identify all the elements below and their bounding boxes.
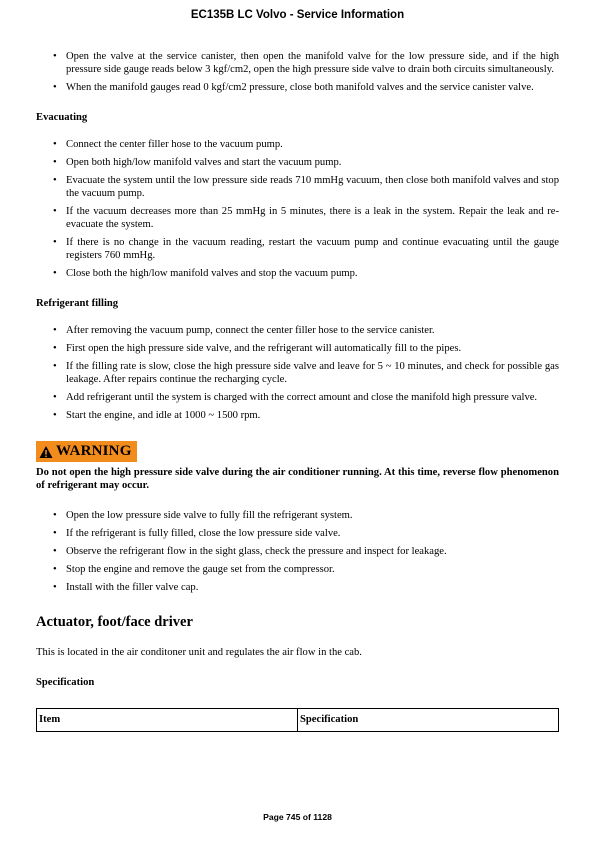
list-item: • Open the low pressure side valve to fully fill the refrigerant system. — [36, 509, 559, 522]
list-item: • If the vacuum decreases more than 25 mmHg in 5 minutes, there is a leak in the system. Repair the leak and re-evacuate the system. — [36, 205, 559, 231]
list-item: • Connect the center filler hose to the vacuum pump. — [36, 138, 559, 151]
list-item: • If the filling rate is slow, close the high pressure side valve and leave for 5 ~ 10 minutes, and check for possible gas leakage. After repairs continue the recharging cycle. — [36, 360, 559, 386]
warning-badge — [36, 441, 137, 462]
list-item: • Install with the filler valve cap. — [36, 581, 559, 594]
table-header-item: Item — [37, 708, 298, 731]
list-item: • Evacuate the system until the low pressure side reads 710 mmHg vacuum, then close both manifold valves and stop the vacuum pump. — [36, 174, 559, 200]
table-header-row — [37, 708, 559, 731]
page-footer: Page 745 of 1128 — [263, 812, 332, 822]
list-item: • Open the valve at the service canister, then open the manifold valve for the low pressure side, and if the high pressure side gauge reads below 3 kgf/cm2, open the high pressure side valve to drain both circuits simultaneously. — [36, 50, 559, 76]
actuator-description: This is located in the air conditoner unit and regulates the air flow in the cab. — [36, 646, 362, 658]
document-body — [36, 50, 559, 732]
list-item: • Open both high/low manifold valves and start the vacuum pump. — [36, 156, 559, 169]
list-item: • Close both the high/low manifold valves and stop the vacuum pump. — [36, 267, 559, 280]
evacuating-heading: Evacuating — [36, 112, 88, 123]
specification-table — [36, 708, 559, 732]
after-warning-bullet-list — [36, 509, 559, 594]
actuator-section-title: Actuator, foot/face driver — [36, 613, 193, 630]
list-item: • After removing the vacuum pump, connect the center filler hose to the service canister. — [36, 324, 559, 337]
evacuating-bullet-list — [36, 138, 559, 280]
refrigerant-filling-heading: Refrigerant filling — [36, 298, 119, 309]
list-item: • If the refrigerant is fully filled, close the low pressure side valve. — [36, 527, 559, 540]
warning-label: WARNING — [56, 443, 132, 459]
refrigerant-filling-bullet-list — [36, 324, 559, 422]
list-item: • When the manifold gauges read 0 kgf/cm2 pressure, close both manifold valves and the service canister valve. — [36, 81, 559, 94]
warning-triangle-icon — [39, 445, 53, 459]
list-item: • Stop the engine and remove the gauge set from the compressor. — [36, 563, 559, 576]
specification-heading: Specification — [36, 676, 95, 688]
list-item: • If there is no change in the vacuum reading, restart the vacuum pump and continue evacuating until the gauge registers 760 mmHg. — [36, 236, 559, 262]
list-item: • Add refrigerant until the system is charged with the correct amount and close the manifold high pressure valve. — [36, 391, 559, 404]
table-header-specification: Specification — [298, 708, 559, 731]
list-item: • First open the high pressure side valve, and the refrigerant will automatically fill to the pipes. — [36, 342, 559, 355]
warning-text: Do not open the high pressure side valve during the air conditioner running. At this time, reverse flow phenomenon of refrigerant may occur. — [36, 466, 559, 491]
list-item: • Start the engine, and idle at 1000 ~ 1500 rpm. — [36, 409, 559, 422]
list-item: • Observe the refrigerant flow in the sight glass, check the pressure and inspect for leakage. — [36, 545, 559, 558]
page-header: EC135B LC Volvo - Service Information — [190, 9, 405, 21]
intro-bullet-list — [36, 50, 559, 94]
warning-block — [36, 441, 559, 492]
